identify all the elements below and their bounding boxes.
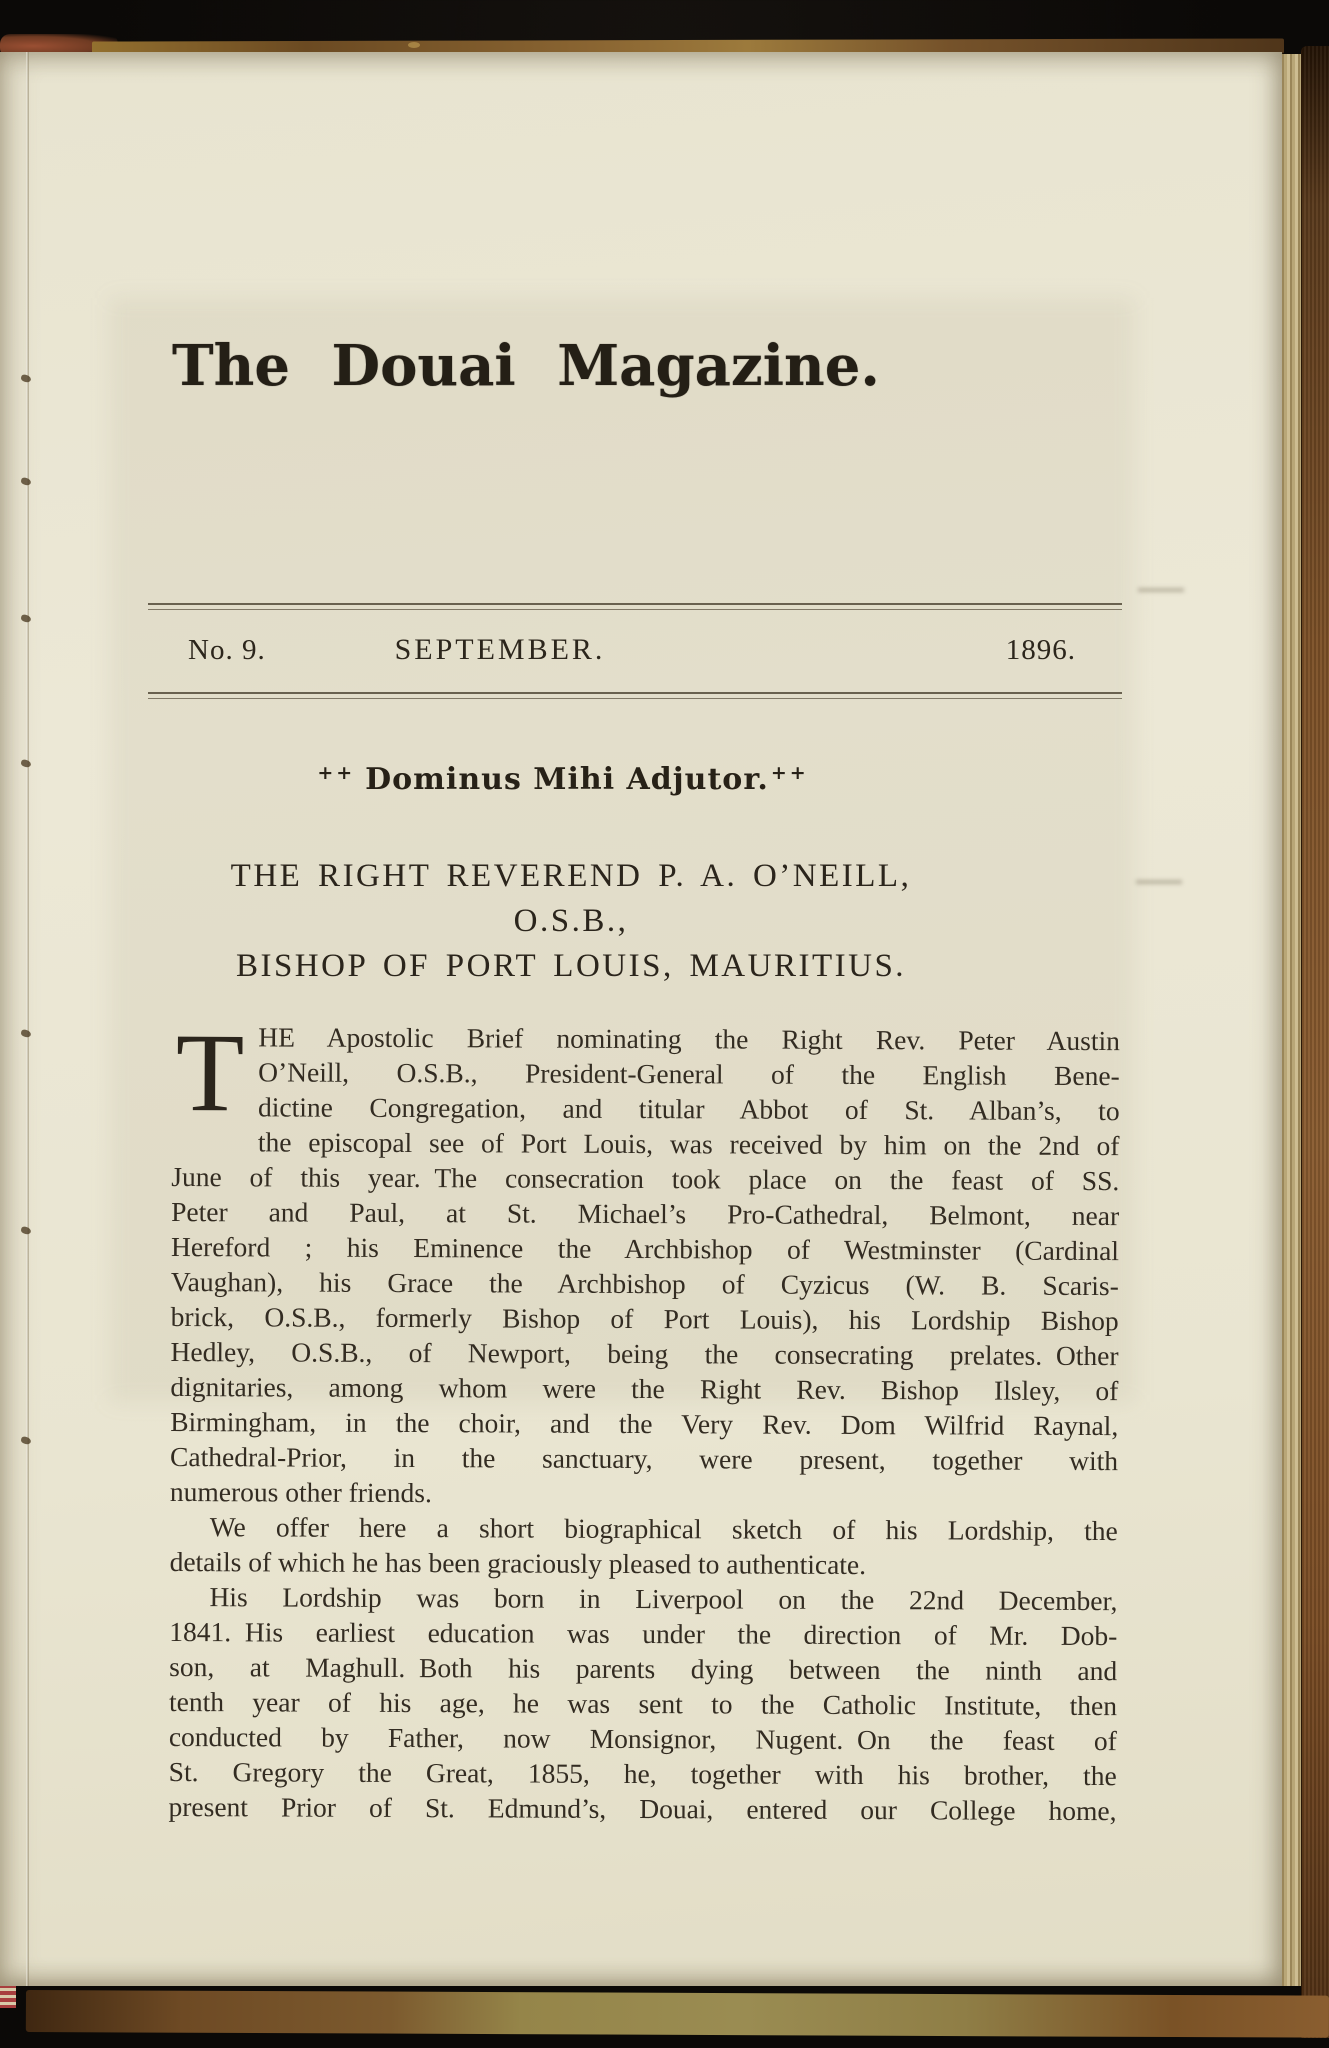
body-line: St. Gregory the Great, 1855, he, together with his brother, the: [168, 1755, 1117, 1792]
paragraph-1: [169, 1011, 1120, 1513]
magazine-page: [0, 52, 1282, 1986]
body-line: 1841. His earliest education was under the direction of Mr. Dob-: [169, 1615, 1118, 1652]
body-line: We offer here a short biographical sketch of his Lordship, the: [209, 1511, 1118, 1547]
body-line: dictine Congregation, and titular Abbot of St. Alban’s, to: [257, 1091, 1120, 1127]
magazine-title: The Douai Magazine.: [172, 333, 880, 399]
paragraph-3: [168, 1579, 1117, 1828]
issue-month: SEPTEMBER.: [394, 633, 606, 666]
showthrough-mark: [1136, 880, 1182, 884]
showthrough-mark: [1138, 588, 1184, 592]
stitch-mark: [20, 614, 31, 623]
body-line: June of this year. The consecration took place on the feast of SS.: [171, 1160, 1120, 1197]
printed-content: [168, 52, 1120, 1827]
body-line: Birmingham, in the choir, and the Very Rev. Dom Wilfrid Raynal,: [170, 1405, 1119, 1442]
double-rule-top: [148, 603, 1122, 610]
body-line: O’Neill, O.S.B., President-General of the English Bene-: [258, 1056, 1120, 1092]
double-rule-bottom: [148, 692, 1122, 699]
body-line: the episcopal see of Port Louis, was received by him on the 2nd of: [257, 1126, 1120, 1162]
stitch-mark: [20, 1436, 31, 1445]
body-line: dignitaries, among whom were the Right Rev. Bishop Ilsley, of: [170, 1370, 1119, 1407]
body-line: Vaughan), his Grace the Archbishop of Cyzicus (W. B. Scaris-: [170, 1265, 1119, 1302]
body-line: Cathedral-Prior, in the sanctuary, were present, together with: [170, 1440, 1119, 1477]
body-line: present Prior of St. Edmund’s, Douai, entered our College home,: [168, 1790, 1117, 1827]
issue-year: 1896.: [1005, 634, 1076, 666]
stitch-mark: [20, 1029, 31, 1038]
body-line: His Lordship was born in Liverpool on the 22nd December,: [209, 1581, 1118, 1617]
body-line: conducted by Father, now Monsignor, Nugent. On the feast of: [168, 1720, 1117, 1757]
stitch-mark: [20, 1226, 31, 1235]
body-line: Peter and Paul, at St. Michael’s Pro-Cathedral, Belmont, near: [171, 1195, 1120, 1232]
binding-headband: [0, 1984, 16, 2008]
paragraph-2: [170, 1509, 1118, 1583]
article-title-line2: BISHOP OF PORT LOUIS, MAURITIUS.: [235, 948, 907, 984]
article-title: [172, 854, 1120, 989]
body-line: Hedley, O.S.B., of Newport, being the consecrating prelates. Other: [170, 1335, 1119, 1372]
body-line: son, at Maghull. Both his parents dying between the ninth and: [169, 1650, 1118, 1687]
stitch-mark: [20, 759, 31, 768]
benedictine-motto: [172, 753, 1120, 800]
body-line: numerous other friends.: [169, 1475, 432, 1509]
stitch-mark: [20, 374, 31, 383]
issue-number: No. 9.: [188, 634, 266, 666]
book-cover-bottom-edge: [26, 1990, 1329, 2038]
body-line: details of which he has been graciously pleased to authenticate.: [169, 1545, 867, 1581]
body-line: brick, O.S.B., formerly Bishop of Port Louis), his Lordship Bishop: [170, 1300, 1119, 1337]
body-line: tenth year of his age, he was sent to the Catholic Institute, then: [168, 1685, 1118, 1722]
issue-line: [172, 610, 1120, 692]
gutter-crease: [26, 52, 29, 1986]
body-line: HE Apostolic Brief nominating the Right Rev. Peter Austin: [258, 1021, 1120, 1057]
motto-text: Dominus Mihi Adjutor.: [365, 762, 769, 797]
book-cover-right: [1301, 46, 1329, 2038]
article-title-line1: THE RIGHT REVEREND P. A. O’NEILL, O.S.B.,: [230, 858, 912, 939]
gilt-fleck: [408, 42, 420, 48]
stitch-mark: [20, 477, 31, 486]
cross-marks-right: ++: [770, 762, 809, 784]
article-body: [168, 1011, 1120, 1828]
cross-marks-left: ++: [317, 762, 356, 784]
drop-cap: T: [175, 1011, 245, 1136]
body-line: Hereford ; his Eminence the Archbishop of Westminster (Cardinal: [170, 1230, 1120, 1267]
